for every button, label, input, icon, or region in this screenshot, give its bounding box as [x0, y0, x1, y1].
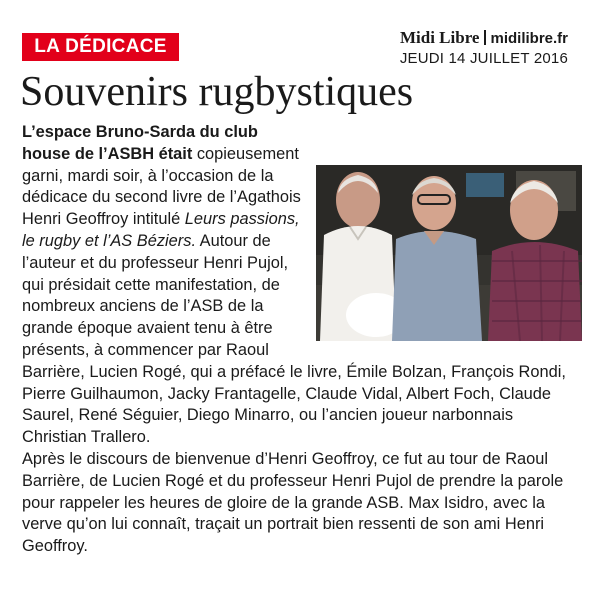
article-lead: L’espace Bruno-Sarda du club house de l’ASBH était: [22, 123, 258, 163]
section-rubric: LA DÉDICACE: [22, 33, 179, 61]
article-paragraph-2: Après le discours de bienvenue d’Henri Geoffroy, ce fut au tour de Raoul Barrière, de Lucien Rogé et du professeur Henri Pujol de prendre la parole pour rappeler les heures de gloire de la grande ASB. Max Isidro, avec la verve qu’on lui connaît, traçait un portrait bien ressenti de son ami Henri Geoffroy.: [22, 449, 564, 556]
masthead-brand-line: [400, 28, 568, 49]
article-text-1a: copieusement garni, mardi soir, à l’occasion de la dédicace du second livre de l’Agathois Henri Geoffroy intitulé: [22, 144, 301, 229]
article-body: [22, 122, 582, 558]
book-title: Leurs passions, le rugby et l’AS Béziers.: [22, 210, 300, 250]
article-photo: [316, 165, 582, 341]
masthead-separator: [484, 30, 486, 45]
masthead: [400, 28, 568, 69]
photo-illustration: [316, 165, 582, 341]
article-text-1b: Autour de l’auteur et du professeur Henri Pujol, qui présidait cette manifestation, de nombreux anciens de l’ASB de la grande époque avaient tenu à être présents, à commencer par Raoul Barrière, Lucien Rogé, qui a préfacé le livre, Émile Bolzan, François Rondi, Pierre Guilhaumon, Jacky Frantagelle, Claude Vidal, Albert Foch, Claude Saurel, René Séguier, Diego Minarro, ou l’ancien joueur narbonnais Christian Trallero.: [22, 231, 566, 447]
publication-date: JEUDI 14 JUILLET 2016: [399, 50, 568, 67]
headline: Souvenirs rugbystiques: [20, 69, 414, 115]
newspaper-url: midilibre.fr: [490, 30, 568, 47]
newspaper-name: Midi Libre: [399, 28, 480, 47]
